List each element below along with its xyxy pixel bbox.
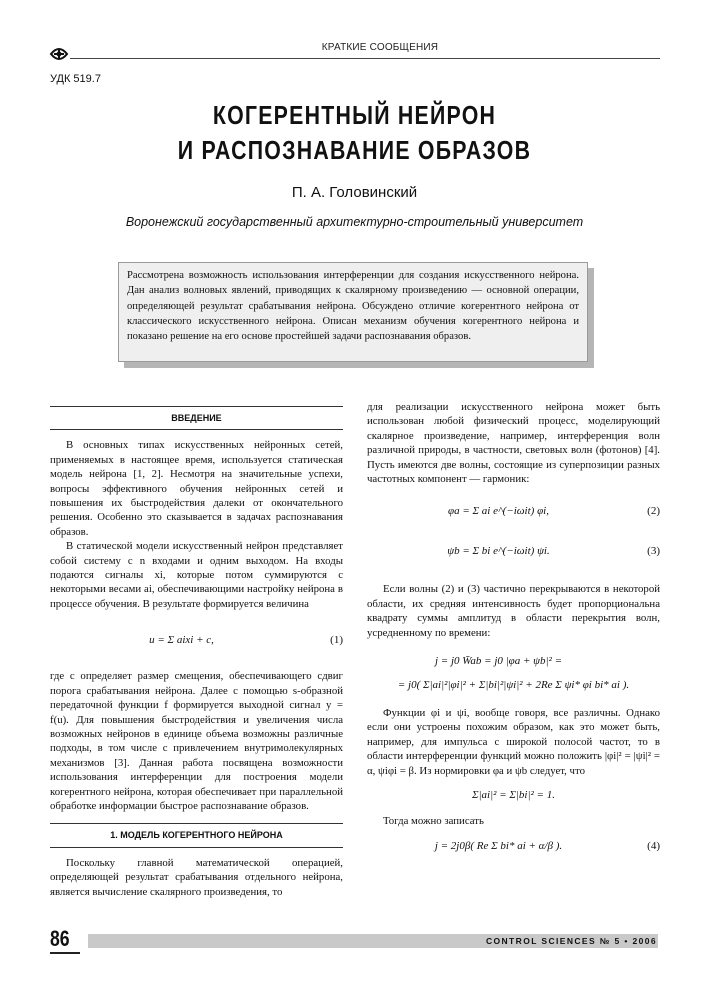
intro-paragraph-1: В основных типах искусственных нейронных сетей, применяемых в настоящее время, используется статическая модель нейрона [1, 2]. Несмотря на значительные успехи, вопросы эффективного обучения нейронных сетей и повышения их быстродействия далеки от окончательного решения. Особенно это сказывается в задачах распознавания образов. [50,439,343,538]
journal-name: CONTROL SCIENCES № 5 • 2006 [485,936,657,946]
right-paragraph-4: Тогда можно записать [383,815,484,828]
left-column [50,400,343,899]
title-line-1: КОГЕРЕНТНЫЙ НЕЙРОН [212,100,497,130]
equation-intensity [367,646,660,706]
section-title: КРАТКИЕ СООБЩЕНИЯ [321,42,439,53]
equation-intensity-line-1: j = j0 W̄ab = j0 |φa + ψb|² = [434,655,563,668]
equation-3-number: (3) [647,545,660,558]
equation-intensity-line-2: = j0( Σ|ai|²|φi|² + Σ|bi|²|ψi|² + 2Re Σ ψi* φi bi* ai ). [397,679,630,692]
equation-normalization-body: Σ|ai|² = Σ|bi|² = 1. [472,789,555,802]
intro-paragraph-2: В статической модели искусственный нейрон представляет собой систему с n входами и одним выходом. На входы подаются сигналы xi, которые потом суммируются с некоторыми весами ai, обеспечивающими настройку нейрона в процессе обучения. В результате формируется величина [50,540,343,610]
affiliation: Воронежский государственный архитектурно-строительный университет [125,215,584,229]
equation-1-body: u = Σ aixi + c, [149,634,214,647]
right-paragraph-3: Функции φi и ψi, вообще говоря, все различны. Однако если они устроены похожим образом, как это может быть, например, для импульса с широкой полосой частот, то в области интерференции функций можно положить |φi|² = |ψi|² = α, ψiφi = β. Из нормировки φa и ψb следует, что [367,707,660,777]
author: П. А. Головинский [291,184,418,201]
page-number: 86 [50,926,70,951]
right-paragraph-2: Если волны (2) и (3) частично перекрываются в некоторой области, их средняя интенсивность будет пропорциональна квадрату суммы амплитуд в области перекрытия волн, усредненному по времени: [367,583,660,639]
equation-1-number: (1) [330,634,343,647]
abstract: Рассмотрена возможность использования интерференции для создания искусственного нейрона. Дан анализ волновых явлений, приводящих к скалярному произведению — основной операции, определяющей результат срабатывания нейрона. Обсуждено отличие когерентного нейрона от классического искусственного нейрона. Описан механизм обучения когерентного нейрона и показано решение на его основе простейшей задачи распознавания образов. [118,262,588,362]
intro-paragraph-3: где c определяет размер смещения, обеспечивающего сдвиг порога срабатывания нейрона. Далее с помощью s-образной передаточной функции f формируется выходной сигнал y = f(u). Для повышения быстродействия и увеличения числа возможных нейронов в единице объема возможны различные подходы, в том числе с привлечением внутримолекулярных механизмов [3]. Данная работа посвящена возможности использования интерференции для построения модели когерентного нейрона, которая обеспечивает при параллельной обработке информации быстрое распознавание образов. [50,670,343,812]
model-paragraph-1: Поскольку главной математической операцией, определяющей результат срабатывания отдельного нейрона, является вычисление скалярного произведения, то [50,856,343,898]
equation-1 [50,617,343,669]
right-column [367,400,660,865]
model-heading: 1. МОДЕЛЬ КОГЕРЕНТНОГО НЕЙРОНА [50,823,343,847]
journal-logo-icon [48,43,70,65]
equation-3-body: ψb = Σ bi e^(−iωit) ψi. [447,545,550,558]
udk-code: УДК 519.7 [50,73,101,85]
header-rule [70,58,660,59]
equation-4-number: (4) [647,839,660,852]
article-title [146,98,563,168]
equation-4-body: j = 2j0β( Re Σ bi* ai + α/β ). [434,839,563,852]
page-number-underline [50,952,80,954]
right-paragraph-1: для реализации искусственного нейрона может быть использован любой физический процесс, моделирующий скалярное произведение, например, интерференция волн различной природы, в частности, световых волн (фотонов) [4]. Пусть имеются две волны, состоящие из суперпозиции разных частотных компонент — гармоник: [367,401,660,486]
equation-2-body: φa = Σ ai e^(−iωit) φi, [448,505,549,518]
equation-normalization [367,778,660,814]
equation-3 [367,538,660,582]
equation-2-number: (2) [647,505,660,518]
equation-4 [367,829,660,865]
equation-2 [367,494,660,538]
title-line-2: И РАСПОЗНАВАНИЕ ОБРАЗОВ [177,135,532,165]
intro-heading: ВВЕДЕНИЕ [50,406,343,430]
